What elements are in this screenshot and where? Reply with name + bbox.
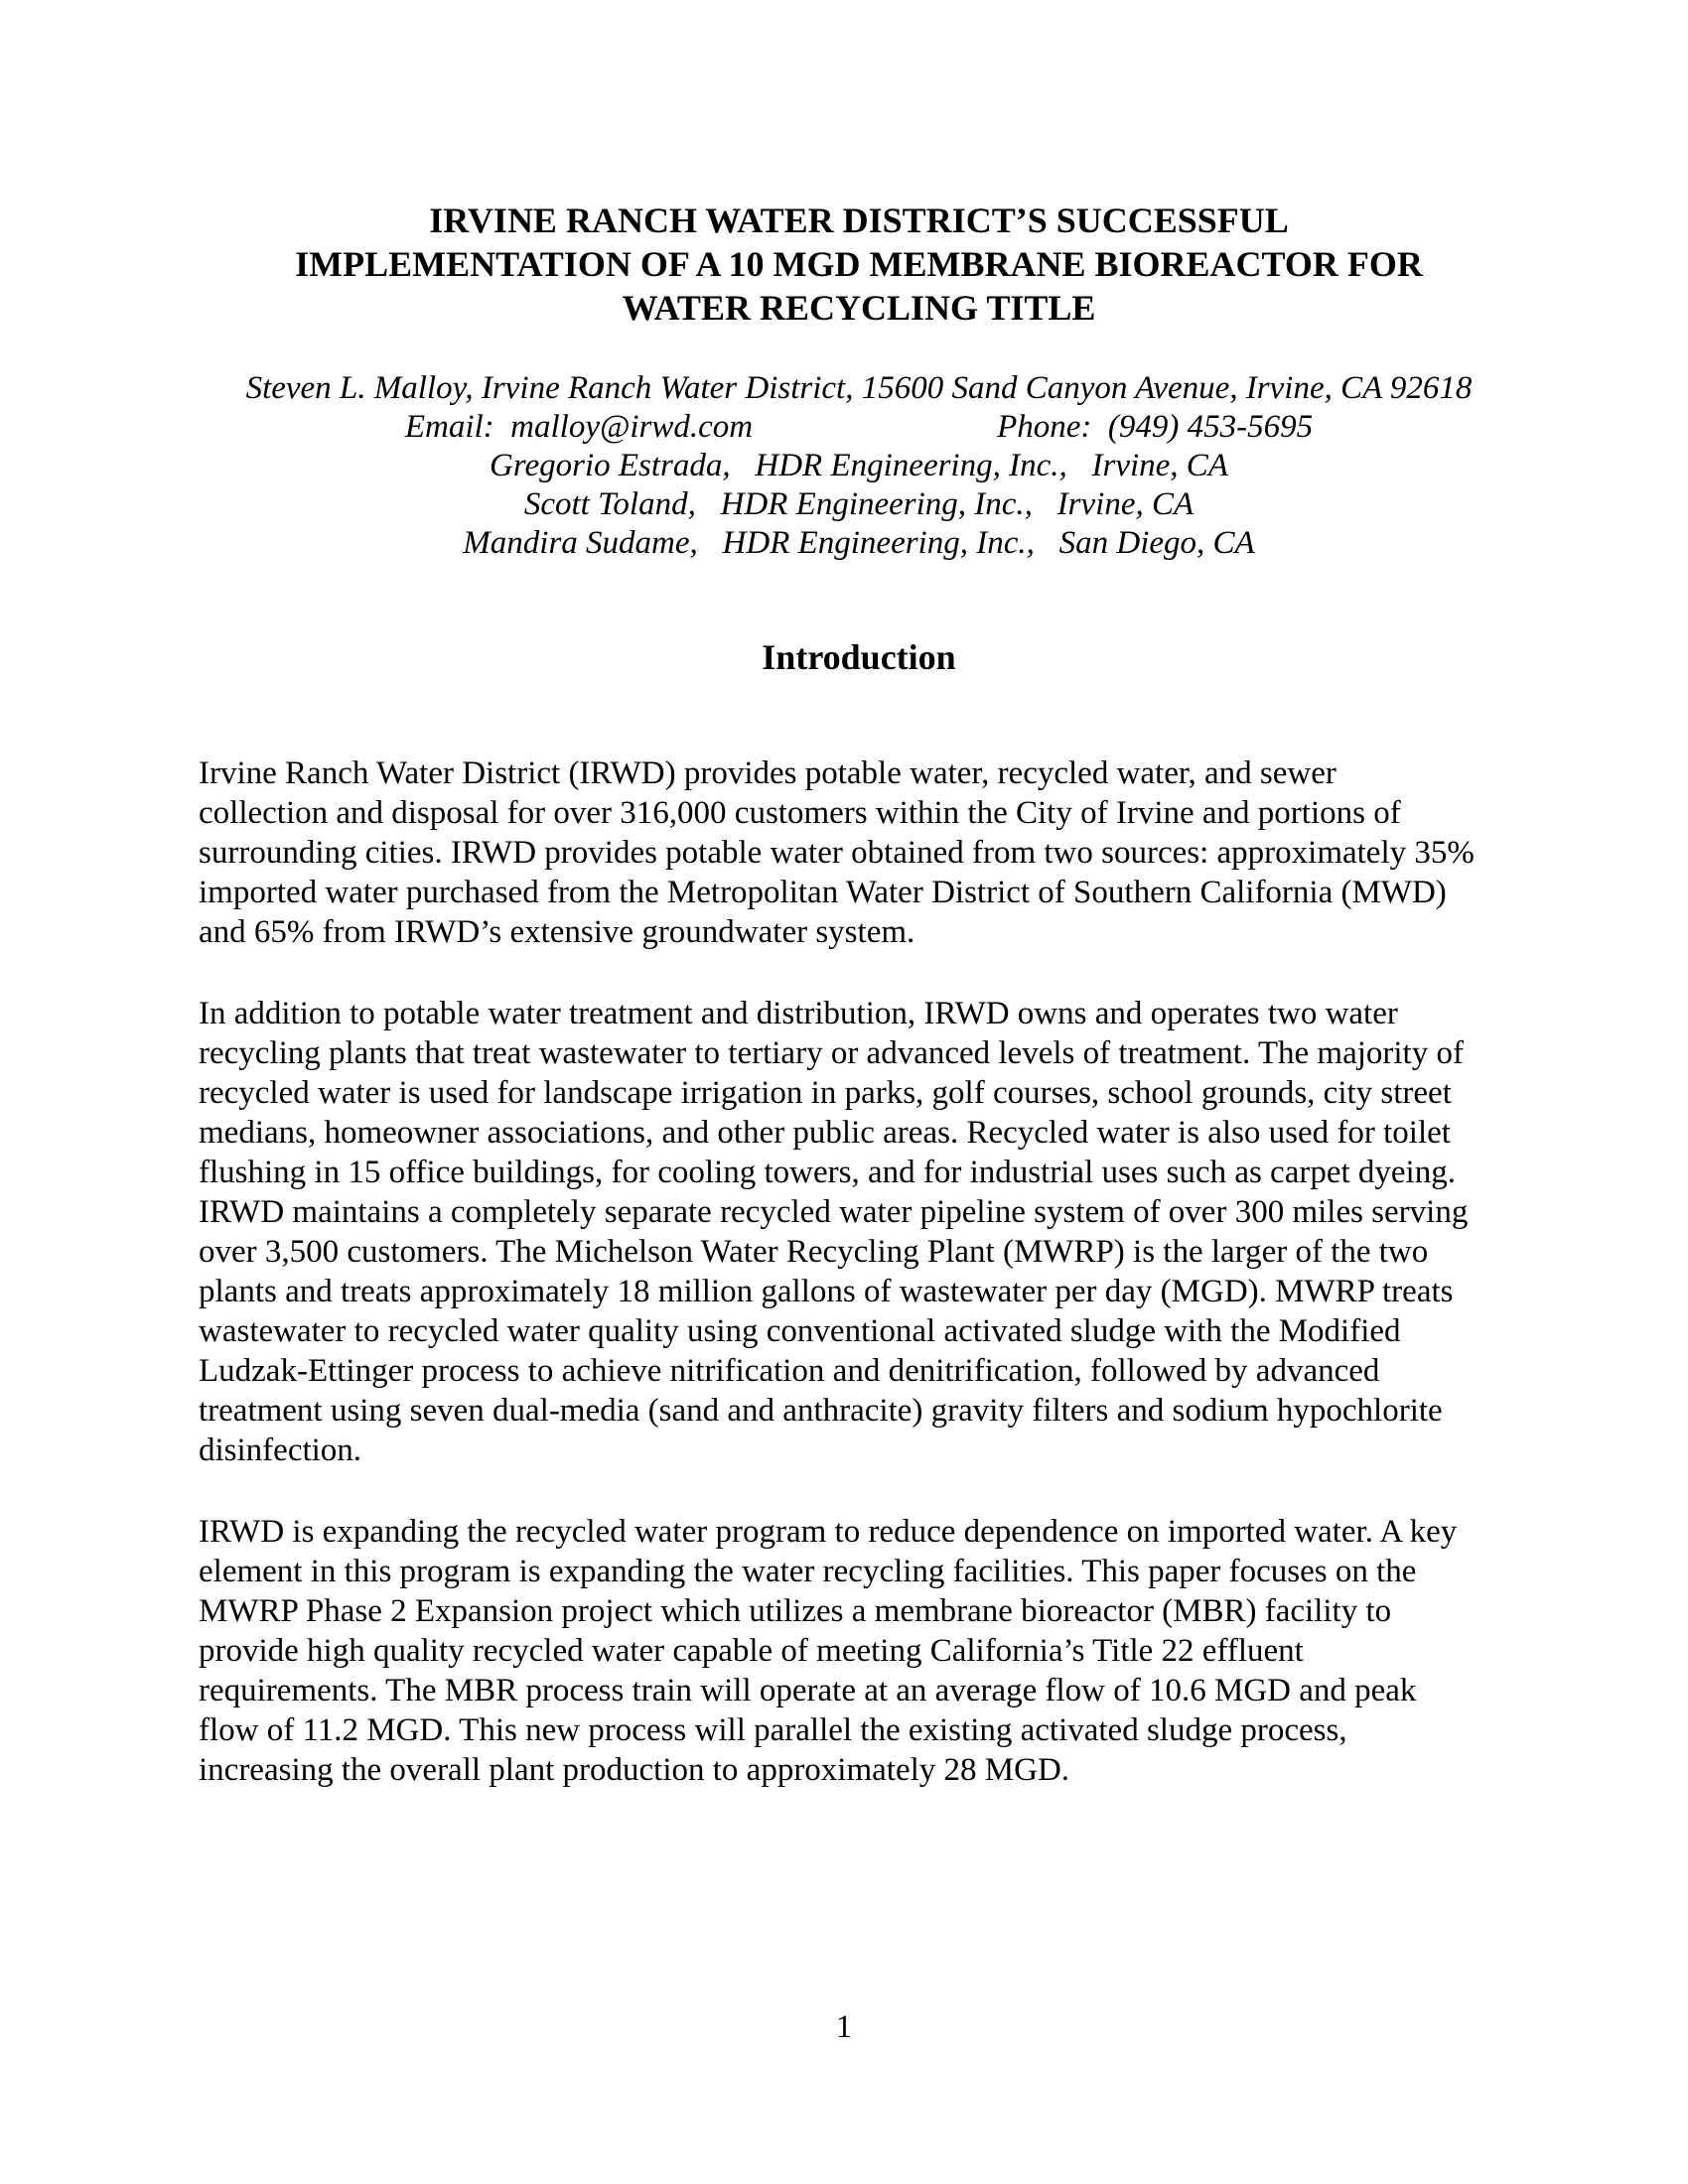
text-line: plants and treats approximately 18 million gallons of wastewater per day (MGD). MWRP treats: [199, 1274, 1454, 1309]
text-line: Irvine Ranch Water District (IRWD) provides potable water, recycled water, and sewer: [199, 755, 1336, 791]
text-line: collection and disposal for over 316,000 customers within the City of Irvine and portions of: [199, 795, 1401, 831]
text-line: IRVINE RANCH WATER DISTRICT’S SUCCESSFUL: [429, 201, 1289, 240]
author-line-sudame: Mandira Sudame, HDR Engineering, Inc., San Diego, CA: [463, 525, 1255, 561]
text-line: element in this program is expanding the water recycling facilities. This paper focuses on the: [199, 1554, 1417, 1589]
text-line: flow of 11.2 MGD. This new process will parallel the existing activated sludge process,: [199, 1712, 1347, 1748]
text-line: increasing the overall plant production to approximately 28 MGD.: [199, 1752, 1070, 1788]
text-line: WATER RECYCLING TITLE: [622, 288, 1096, 328]
author-line-estrada: Gregorio Estrada, HDR Engineering, Inc., Irvine, CA: [490, 448, 1228, 483]
text-line: disinfection.: [199, 1433, 362, 1468]
section-heading-introduction: Introduction: [762, 637, 956, 677]
text-line: recycling plants that treat wastewater to tertiary or advanced levels of treatment. The majority of: [199, 1035, 1464, 1071]
text-line: In addition to potable water treatment and distribution, IRWD owns and operates two water: [199, 996, 1398, 1031]
text-line: IRWD is expanding the recycled water program to reduce dependence on imported water. A key: [199, 1514, 1458, 1550]
author-email: Email: malloy@irwd.com: [404, 409, 754, 445]
author-block: [199, 369, 1519, 563]
author-line-toland: Scott Toland, HDR Engineering, Inc., Irvine, CA: [523, 486, 1195, 522]
text-line: IRWD maintains a completely separate recycled water pipeline system of over 300 miles serving: [199, 1194, 1469, 1230]
page-number: 1: [835, 2009, 853, 2045]
author-contact-line: [199, 408, 1519, 447]
text-line: treatment using seven dual-media (sand and anthracite) gravity filters and sodium hypochlorite: [199, 1393, 1443, 1429]
page-content: [199, 199, 1519, 1790]
text-line: provide high quality recycled water capable of meeting California’s Title 22 effluent: [199, 1633, 1304, 1669]
text-line: and 65% from IRWD’s extensive groundwater system.: [199, 914, 915, 950]
text-line: surrounding cities. IRWD provides potable water obtained from two sources: approximately 35%: [199, 835, 1475, 871]
text-line: wastewater to recycled water quality using conventional activated sludge with the Modified: [199, 1313, 1401, 1349]
text-line: Ludzak-Ettinger process to achieve nitrification and denitrification, followed by advanced: [199, 1353, 1380, 1389]
text-line: MWRP Phase 2 Expansion project which utilizes a membrane bioreactor (MBR) facility to: [199, 1593, 1392, 1629]
author-line-primary: Steven L. Malloy, Irvine Ranch Water District, 15600 Sand Canyon Avenue, Irvine, CA 92618: [245, 370, 1473, 406]
paragraph-2: [199, 994, 1519, 1470]
text-line: imported water purchased from the Metropolitan Water District of Southern California (MWD): [199, 875, 1447, 910]
text-line: requirements. The MBR process train will operate at an average flow of 10.6 MGD and peak: [199, 1673, 1417, 1708]
text-line: IMPLEMENTATION OF A 10 MGD MEMBRANE BIOREACTOR FOR: [295, 244, 1423, 284]
text-line: flushing in 15 office buildings, for cooling towers, and for industrial uses such as carpet dyeing.: [199, 1155, 1456, 1190]
text-line: recycled water is used for landscape irrigation in parks, golf courses, school grounds, city street: [199, 1075, 1452, 1111]
text-line: over 3,500 customers. The Michelson Water Recycling Plant (MWRP) is the larger of the two: [199, 1234, 1429, 1270]
text-line: medians, homeowner associations, and other public areas. Recycled water is also used for toilet: [199, 1115, 1451, 1151]
author-phone: Phone: (949) 453-5695: [997, 409, 1314, 445]
paragraph-1: [199, 753, 1519, 952]
paper-title: [199, 199, 1519, 330]
paragraph-3: [199, 1512, 1519, 1790]
